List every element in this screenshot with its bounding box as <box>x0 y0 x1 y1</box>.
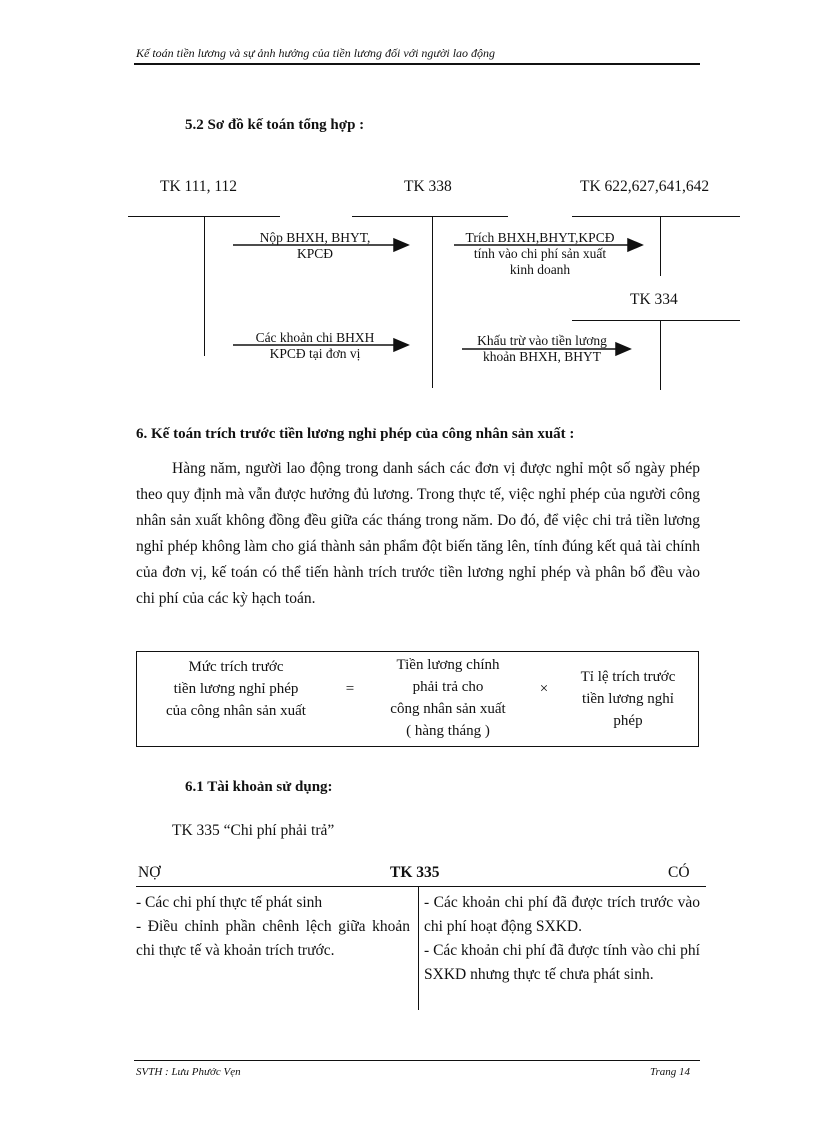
footer-divider <box>134 1060 700 1061</box>
flow-trich-line2: tính vào chi phí sản xuất <box>473 246 607 261</box>
tk335-vertical-line <box>418 886 419 1010</box>
credit-label: CÓ <box>668 864 690 881</box>
formula-box <box>136 651 699 747</box>
formula-b-line3: công nhân sản xuất <box>390 701 506 717</box>
flow-khau-line2: khoản BHXH, BHYT <box>482 349 602 364</box>
credit-column <box>424 891 700 987</box>
formula-c-line1: Tỉ lệ trích trước <box>580 669 676 685</box>
t-account-title: TK 335 <box>390 864 440 881</box>
formula-c-line3: phép <box>613 713 643 729</box>
credit-item-1: - Các khoản chi phí đã được trích trước vào chi phí hoạt động SXKD. <box>424 894 700 935</box>
formula-a-line3: của công nhân sản xuất <box>166 703 306 719</box>
account-tk622: TK 622,627,641,642 <box>580 178 710 195</box>
debit-column <box>136 891 410 963</box>
debit-item-1: - Các chi phí thực tế phát sinh <box>136 894 323 911</box>
formula-a-line2: tiền lương nghỉ phép <box>173 681 299 697</box>
debit-item-2: - Điều chỉnh phần chênh lệch giữa khoản chi thực tế và khoản trích trước. <box>136 918 410 959</box>
flow-khau-label <box>452 333 632 365</box>
flow-nop-label <box>230 230 400 262</box>
formula-term-a <box>137 656 335 722</box>
credit-item-2: - Các khoản chi phí đã được tính vào chi phí SXKD nhưng thực tế chưa phát sinh. <box>424 942 700 983</box>
section-6-paragraph-text: Hàng năm, người lao động trong danh sách các đơn vị được nghỉ một số ngày phép theo quy định mà vẫn được hưởng đủ lương. Trong thực tế, việc nghỉ phép của người công nhân sản xuất không đồng đều giữa các tháng trong năm. Do đó, để việc chi trả tiền lương nghỉ phép không làm cho giá thành sản phẩm đột biến tăng lên, tính đúng kết quả tài chính của đơn vị, kế toán có thể tiến hành trích trước tiền lương nghỉ phép và phân bổ đều vào chi phí của các kỳ hạch toán. <box>136 460 700 607</box>
flow-trich-line1: Trích BHXH,BHYT,KPCĐ <box>465 230 615 245</box>
formula-term-b <box>363 654 533 742</box>
section-6-heading: 6. Kế toán trích trước tiền lương nghỉ phép của công nhân sản xuất : <box>136 426 575 442</box>
formula-c-line2: tiền lương nghỉ <box>582 691 674 707</box>
diagram-arrows <box>0 0 816 420</box>
section-5-2-heading: 5.2 Sơ đồ kế toán tổng hợp : <box>185 117 365 133</box>
account-tk334: TK 334 <box>630 291 678 308</box>
footer-page-number: Trang 14 <box>650 1066 691 1078</box>
formula-b-line1: Tiền lương chính <box>396 657 500 673</box>
tk335-top-line <box>136 886 706 887</box>
tk335-name: TK 335 “Chi phí phải trả” <box>172 822 335 839</box>
formula-equals: = <box>345 681 355 697</box>
flow-nop-line2: KPCĐ <box>296 246 333 261</box>
running-header: Kế toán tiền lương và sự ảnh hưởng của tiền lương đối với người lao động <box>136 46 496 60</box>
formula-term-c <box>557 666 699 732</box>
flow-trich-label <box>440 230 640 278</box>
flow-cac-label <box>230 330 400 362</box>
flow-cac-line1: Các khoản chi BHXH <box>255 330 375 345</box>
formula-b-line2: phải trả cho <box>412 679 484 695</box>
flow-cac-line2: KPCĐ tại đơn vị <box>269 346 361 361</box>
formula-times: × <box>539 681 549 697</box>
footer-author: SVTH : Lưu Phước Vẹn <box>136 1066 241 1078</box>
flow-khau-line1: Khấu trừ vào tiền lương <box>477 333 607 348</box>
formula-b-line4: ( hàng tháng ) <box>406 723 490 739</box>
formula-a-line1: Mức trích trước <box>188 659 284 675</box>
account-tk338: TK 338 <box>404 178 452 195</box>
flow-nop-line1: Nộp BHXH, BHYT, <box>259 230 371 245</box>
section-6-paragraph <box>136 456 700 612</box>
section-6-1-heading: 6.1 Tài khoản sử dụng: <box>185 779 333 795</box>
flow-trich-line3: kinh doanh <box>509 262 571 277</box>
account-tk111-112: TK 111, 112 <box>160 178 238 195</box>
debit-label: NỢ <box>138 864 161 881</box>
